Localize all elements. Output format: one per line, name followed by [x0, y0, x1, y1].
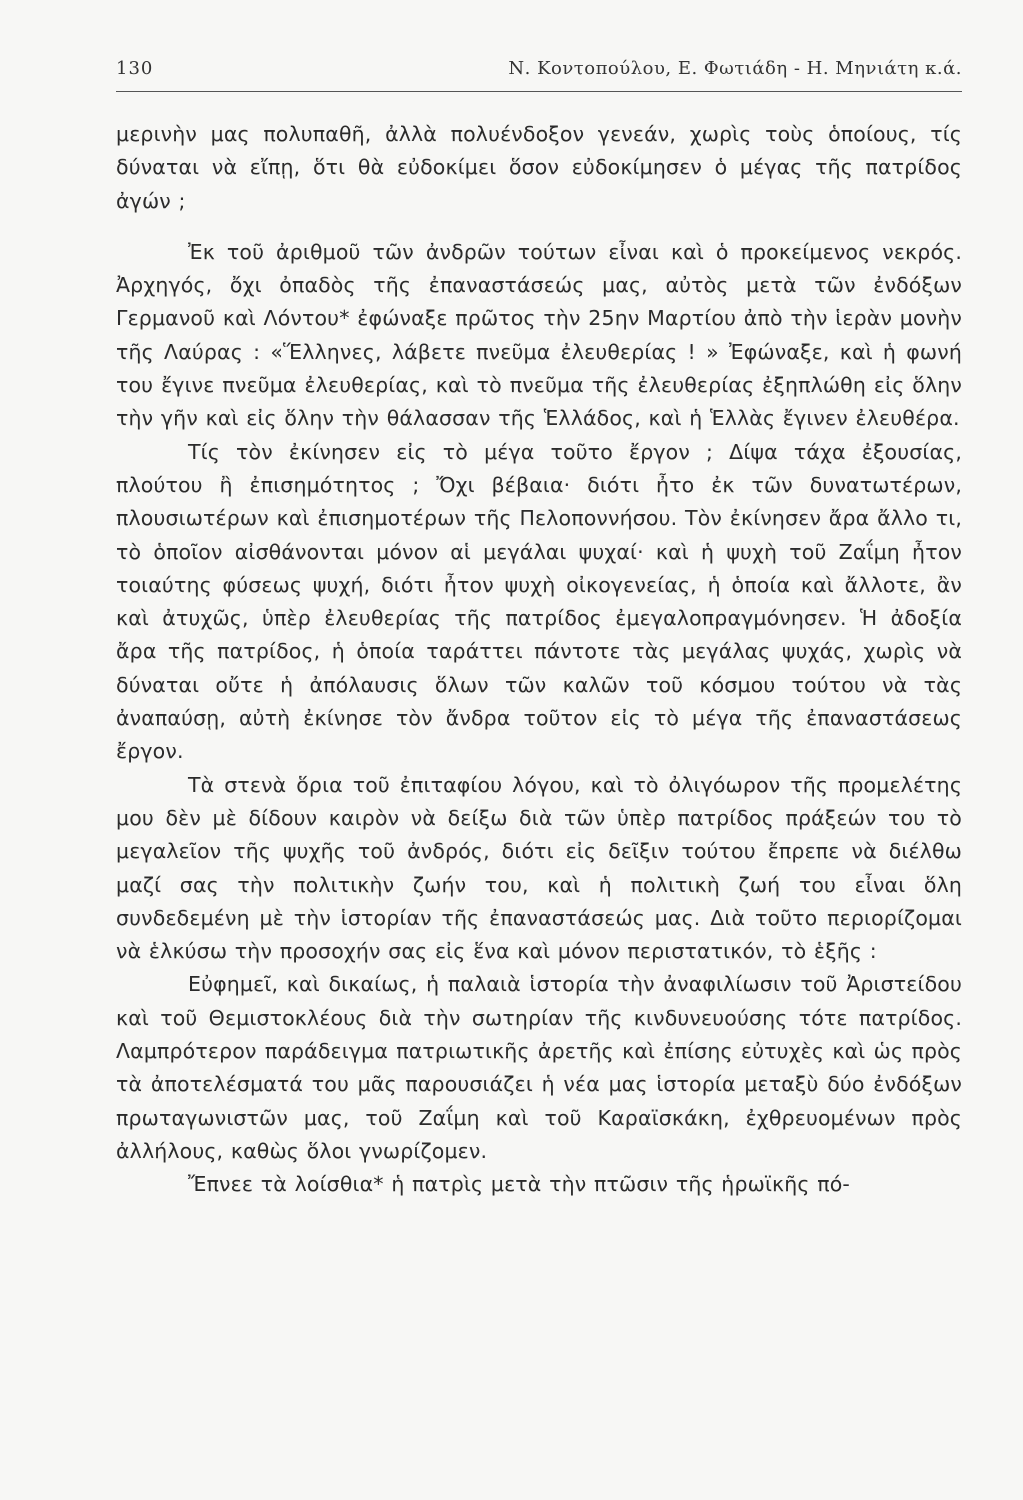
paragraph-2: Ἐκ τοῦ ἀριθμοῦ τῶν ἀνδρῶν τούτων εἶναι καὶ ὁ προκείμενος νεκρός. Ἀρχηγός, ὄχι ὀπαδὸς τῆς ἐπαναστάσεώς μας, αὐτὸς μετὰ τῶν ἐνδόξων Γερμανοῦ καὶ Λόντου* ἐφώναξε πρῶτος τὴν 25ην Μαρτίου ἀπὸ τὴν ἱερὰν μονὴν τῆς Λαύρας : «Ἕλληνες, λάβετε πνεῦμα ἐλευθερίας ! » Ἐφώναξε, καὶ ἡ φωνή του ἔγινε πνεῦμα ἐλευθερίας, καὶ τὸ πνεῦμα τῆς ἐλευθερίας ἐξηπλώθη εἰς ὅλην τὴν γῆν καὶ εἰς ὅλην τὴν θάλασσαν τῆς Ἑλλάδος, καὶ ἡ Ἑλλὰς ἔγινεν ἐλευθέρα. — [116, 239, 962, 431]
page-number: 130 — [116, 58, 154, 79]
paragraph-3: Τίς τὸν ἐκίνησεν εἰς τὸ μέγα τοῦτο ἔργον ; Δίψα τάχα ἐξουσίας, πλούτου ἢ ἐπισημότητος ; Ὄχι βέβαια· διότι ἦτο ἐκ τῶν δυνατωτέρων, πλουσιωτέρων καὶ ἐπισημοτέρων τῆς Πελοποννήσου. Τὸν ἐκίνησεν ἄρα ἄλλο τι, τὸ ὁποῖον αἰσθάνονται μόνον αἱ μεγάλαι ψυχαί· καὶ ἡ ψυχὴ τοῦ Ζαΐμη ἦτον τοιαύτης φύσεως ψυχή, διότι ἦτον ψυχὴ οἰκογενείας, ἡ ὁποία καὶ ἄλλοτε, ἂν καὶ ἀτυχῶς, ὑπὲρ ἐλευθερίας τῆς πατρίδος ἐμεγαλοπραγμόνησεν. Ἡ ἀδοξία ἄρα τῆς πατρίδος, ἡ ὁποία ταράττει πάντοτε τὰς μεγάλας ψυχάς, χωρὶς νὰ δύναται οὔτε ἡ ἀπόλαυσις ὅλων τῶν καλῶν τοῦ κόσμου τούτου νὰ τὰς ἀναπαύσῃ, αὐτὴ ἐκίνησε τὸν ἄνδρα τοῦτον εἰς τὸ μέγα τῆς ἐπαναστάσεως ἔργον. — [116, 439, 962, 764]
paragraph-4: Τὰ στενὰ ὅρια τοῦ ἐπιταφίου λόγου, καὶ τὸ ὀλιγόωρον τῆς προμελέτης μου δὲν μὲ δίδουν καιρὸν νὰ δείξω διὰ τῶν ὑπὲρ πατρίδος πράξεών του τὸ μεγαλεῖον τῆς ψυχῆς τοῦ ἀνδρός, διότι εἰς δεῖξιν τούτου ἔπρεπε νὰ διέλθω μαζί σας τὴν πολιτικὴν ζωήν του, καὶ ἡ πολιτικὴ ζωή του εἶναι ὅλη συνδεδεμένη μὲ τὴν ἱστορίαν τῆς ἐπαναστάσεώς μας. Διὰ τοῦτο περιορίζομαι νὰ ἑλκύσω τὴν προσοχήν σας εἰς ἕνα καὶ μόνον περιστατικόν, τὸ ἑξῆς : — [116, 772, 962, 964]
paragraph-6: Ἔπνεε τὰ λοίσθια* ἡ πατρὶς μετὰ τὴν πτῶσιν τῆς ἡρωϊκῆς πό- — [188, 1172, 850, 1197]
page-header — [116, 58, 962, 88]
paragraph-5: Εὐφημεῖ, καὶ δικαίως, ἡ παλαιὰ ἱστορία τὴν ἀναφιλίωσιν τοῦ Ἀριστείδου καὶ τοῦ Θεμιστοκλέους διὰ τὴν σωτηρίαν τῆς κινδυνευούσης τότε πατρίδος. Λαμπρότερον παράδειγμα πατριωτικῆς ἀρετῆς καὶ ἐπίσης εὐτυχὲς καὶ ὡς πρὸς τὰ ἀποτελέσματά του μᾶς παρουσιάζει ἡ νέα μας ἱστορία μεταξὺ δύο ἐνδόξων πρωταγωνιστῶν μας, τοῦ Ζαΐμη καὶ τοῦ Καραϊσκάκη, ἐχθρευομένων πρὸς ἀλλήλους, καθὼς ὅλοι γνωρίζομεν. — [116, 972, 962, 1163]
paragraph-1: μερινὴν μας πολυπαθῆ, ἀλλὰ πολυένδοξον γενεάν, χωρὶς τοὺς ὁποίους, τίς δύναται νὰ εἴπῃ, ὅτι θὰ εὐδοκίμει ὅσον εὐδοκίμησεν ὁ μέγας τῆς πατρίδος ἀγών ; — [116, 122, 962, 213]
body-text — [116, 118, 962, 1202]
running-head: Ν. Κοντοπούλου, Ε. Φωτιάδη - Η. Μηνιάτη κ.ά. — [508, 58, 962, 79]
header-rule — [116, 91, 962, 92]
